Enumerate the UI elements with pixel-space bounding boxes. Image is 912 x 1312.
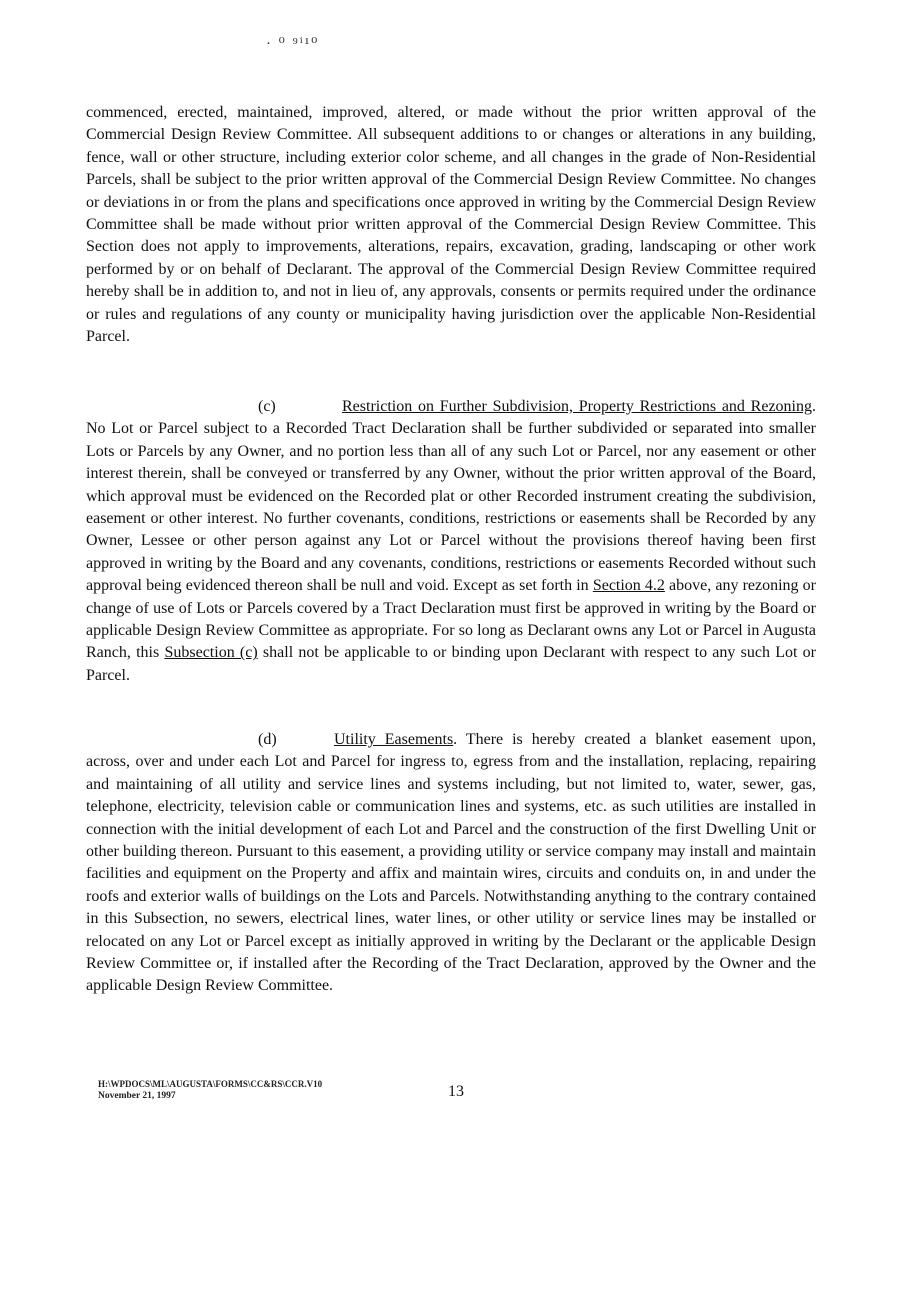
paragraph-text: . No Lot or Parcel subject to a Recorded Tract Declaration shall be further subdivided or separated into smaller Lots or Parcels by any Owner, and no portion less than all of any such Lot or Parcel, nor any easement or other interest therein, shall be conveyed or transferred by any Owner, without the prior written approval of the Board, which approval must be evidenced on the Recorded plat or other Recorded instrument creating the subdivision, easement or other interest. No further covenants, conditions, restrictions or easements shall be Recorded by any Owner, Lessee or other person against any Lot or Parcel without the provisions thereof having been first approved in writing by the Board and any covenants, conditions, restrictions or easements Recorded without such approval being evidenced thereon shall be null and void. Except as set forth in xyxy=(86,398,816,595)
subsection-heading: Utility Easements xyxy=(334,731,454,748)
header-mark: · ⁰ ⁹ⁱ¹⁰ xyxy=(266,36,320,52)
paragraph-commercial-design-review xyxy=(86,102,816,348)
paragraph-text: . There is hereby created a blanket easement upon, across, over and under each Lot and Parcel for ingress to, egress from and the installation, replacing, repairing and maintaining of all utility and service lines and systems including, but not limited to, water, sewer, gas, telephone, electricity, television cable or communication lines and systems, etc. as such utilities are installed in connection with the initial development of each Lot and Parcel and the construction of the first Dwelling Unit or other building thereon. Pursuant to this easement, a providing utility or service company may install and maintain facilities and equipment on the Property and affix and maintain wires, circuits and conduits on, in and under the roofs and exterior walls of buildings on the Lots and Parcels. Notwithstanding anything to the contrary contained in this Subsection, no sewers, electrical lines, water lines, or other utility or service lines may be installed or relocated on any Lot or Parcel except as initially approved in writing by the Declarant or the applicable Design Review Committee or, if installed after the Recording of the Tract Declaration, approved by the Owner and the applicable Design Review Committee. xyxy=(86,731,816,995)
subsection-label: (c) xyxy=(258,398,276,415)
section-reference: Section 4.2 xyxy=(592,577,665,595)
footer-file-path: H:\WPDOCS\ML\AUGUSTA\FORMS\CC&RS\CCR.V10 xyxy=(98,1079,323,1089)
subsection-reference: Subsection (c) xyxy=(164,644,258,662)
footer-date: November 21, 1997 xyxy=(98,1091,176,1101)
paragraph-text: shall not be applicable to or binding upon Declarant with respect to any such Lot or Parcel. xyxy=(86,644,816,684)
subsection-heading: Restriction on Further Subdivision, Property Restrictions and Rezoning xyxy=(342,398,812,415)
paragraph-restriction-subdivision xyxy=(86,396,816,687)
subsection-label: (d) xyxy=(258,731,277,748)
paragraph-text: above, any rezoning or change of use of Lots or Parcels covered by a Tract Declaration must first be approved in writing by the Board or applicable Design Review Committee as appropriate. For so long as Declarant owns any Lot or Parcel in Augusta Ranch, this xyxy=(86,577,816,662)
page-number: 13 xyxy=(448,1083,464,1100)
paragraph-utility-easements xyxy=(86,729,816,998)
paragraph-text: commenced, erected, maintained, improved, altered, or made without the prior written approval of the Commercial Design Review Committee. All subsequent additions to or changes or alterations in any building, fence, wall or other structure, including exterior color scheme, and all changes in the grade of Non-Residential Parcels, shall be subject to the prior written approval of the Commercial Design Review Committee. No changes or deviations in or from the plans and specifications once approved in writing by the Commercial Design Review Committee shall be made without prior written approval of the Commercial Design Review Committee. This Section does not apply to improvements, alterations, repairs, excavation, grading, landscaping or other work performed by or on behalf of Declarant. The approval of the Commercial Design Review Committee required hereby shall be in addition to, and not in lieu of, any approvals, consents or permits required under the ordinance or rules and regulations of any county or municipality having jurisdiction over the applicable Non-Residential Parcel. xyxy=(86,104,816,346)
